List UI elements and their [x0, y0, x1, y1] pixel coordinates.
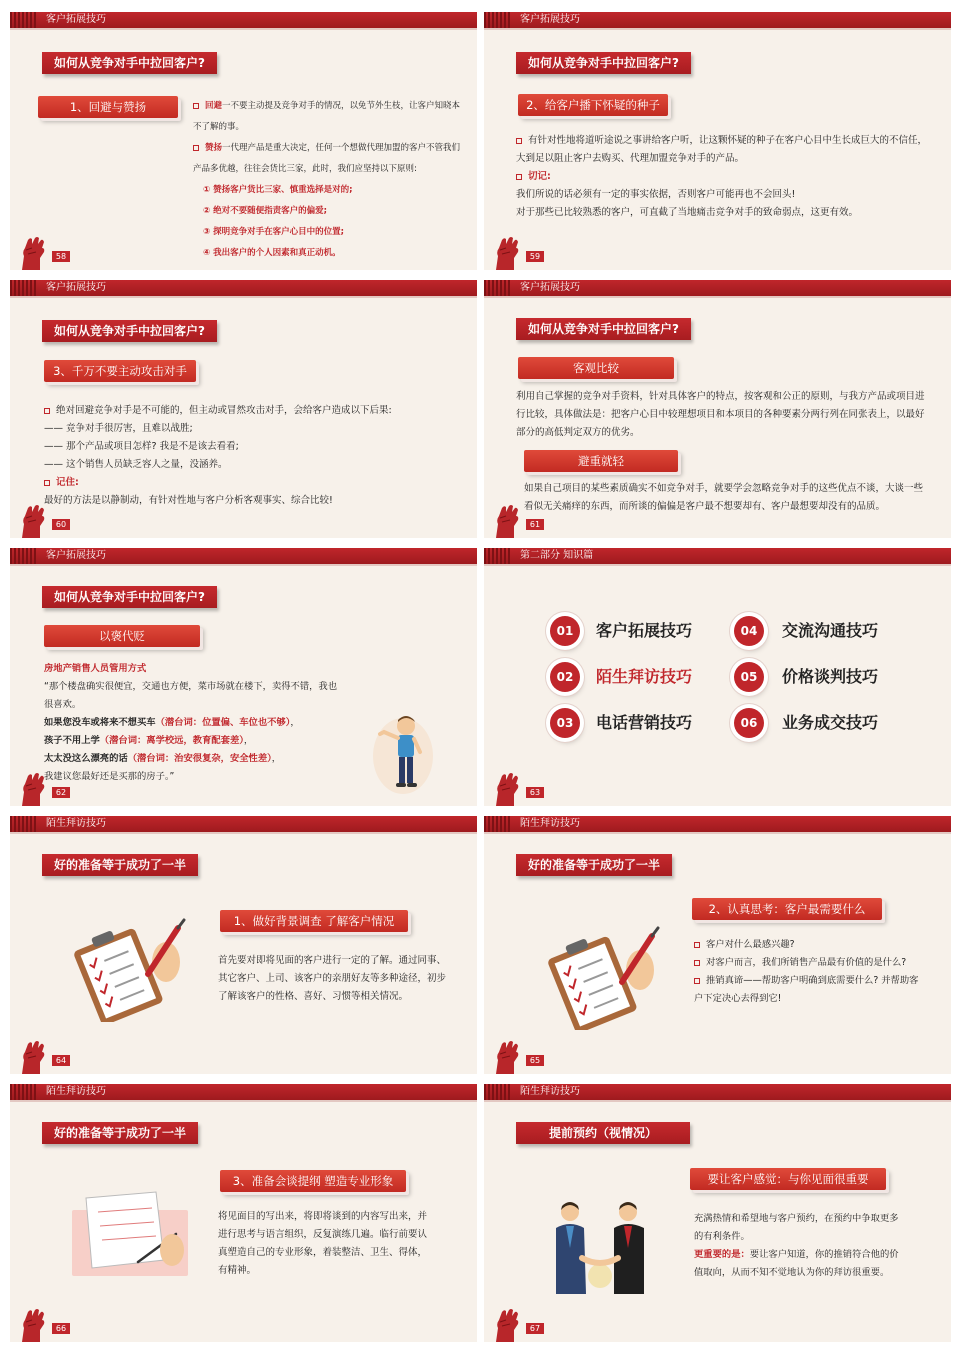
slide-62[interactable] — [10, 548, 477, 806]
topic-pill: 1、做好背景调查 了解客户情况 — [220, 910, 408, 932]
slide-title: 如何从竞争对手中拉回客户? — [42, 52, 217, 74]
slide-title: 好的准备等于成功了一半 — [42, 1122, 198, 1144]
slide-65[interactable] — [484, 816, 951, 1074]
section-label: 客户拓展技巧 — [520, 14, 580, 25]
toc-number-02: 02 — [550, 662, 580, 692]
slide-title: 好的准备等于成功了一半 — [516, 854, 672, 876]
header-bar — [484, 280, 951, 296]
section-label: 陌生拜访技巧 — [520, 818, 580, 829]
section-label: 第二部分 知识篇 — [520, 550, 594, 561]
header-bar — [10, 548, 477, 564]
fist-icon — [492, 770, 522, 806]
page-number: 61 — [526, 519, 544, 530]
page-number: 59 — [526, 251, 544, 262]
toc-number-01: 01 — [550, 616, 580, 646]
slide-61[interactable] — [484, 280, 951, 538]
fist-icon — [18, 1306, 48, 1342]
page-number: 62 — [52, 787, 70, 798]
body-text: 充满热情和希望地与客户预约，在预约中争取更多的有利条件。 更重要的是：要让客户知道，你的推销符合他的价值取向，从而不知不觉地认为你的拜访很重要。 — [694, 1213, 899, 1278]
page-number: 60 — [52, 519, 70, 530]
fist-icon — [492, 234, 522, 270]
section-label: 陌生拜访技巧 — [46, 1086, 106, 1097]
topic-pill-1: 客观比较 — [518, 357, 674, 379]
toc-item-06[interactable]: 业务成交技巧 — [782, 713, 879, 732]
toc-item-05[interactable]: 价格谈判技巧 — [782, 667, 879, 686]
header-bar — [10, 1084, 477, 1100]
slide-title: 好的准备等于成功了一半 — [42, 854, 198, 876]
topic-pill: 3、准备会谈提纲 塑造专业形象 — [220, 1170, 406, 1192]
topic-pill: 3、千万不要主动攻击对手 — [44, 360, 196, 382]
toc-item-02[interactable]: 陌生拜访技巧 — [596, 667, 693, 686]
topic-pill: 2、给客户播下怀疑的种子 — [518, 94, 668, 116]
toc-item-03[interactable]: 电话营销技巧 — [596, 713, 693, 732]
slide-60[interactable] — [10, 280, 477, 538]
fist-icon — [18, 234, 48, 270]
clipboard-checklist-illustration — [70, 912, 190, 1022]
slide-66[interactable] — [10, 1084, 477, 1342]
topic-pill: 2、认真思考：客户最需要什么 — [692, 898, 882, 920]
header-bar — [10, 816, 477, 832]
body-text: 房地产销售人员管用方式 “那个楼盘确实很便宜，交通也方便，菜市场就在楼下，卖得不错，我也很喜欢。 如果您没车或将来不想买车（潜台词：位置偏、车位也不够）， 孩子不用上学（潜台词：离学校远，教育配套差）， 太太没这么漂亮的话（潜台词：治安很复杂，安全性差）， 我建议您最好还是买那的房子。” — [44, 663, 338, 782]
fist-icon — [18, 502, 48, 538]
section-label: 客户拓展技巧 — [520, 282, 580, 293]
body-text: 客户对什么最感兴趣? 对客户而言，我们所销售产品最有价值的是什么? 推销真谛——帮助客户明确到底需要什么? 并帮助客户下定决心去得到它! — [694, 939, 919, 1004]
fist-icon — [492, 1306, 522, 1342]
topic-pill: 1、回避与赞扬 — [38, 96, 178, 118]
header-bar — [484, 548, 951, 564]
header-bar — [484, 12, 951, 28]
writing-paper-illustration — [68, 1190, 194, 1282]
fist-icon — [492, 502, 522, 538]
slide-67[interactable] — [484, 1084, 951, 1342]
slide-title: 如何从竞争对手中拉回客户? — [42, 320, 217, 342]
topic-pill: 以褒代贬 — [44, 625, 200, 647]
toc-number-03: 03 — [550, 708, 580, 738]
page-number: 64 — [52, 1055, 70, 1066]
section-label: 陌生拜访技巧 — [520, 1086, 580, 1097]
toc-item-01[interactable]: 客户拓展技巧 — [596, 621, 693, 640]
slide-63[interactable] — [484, 548, 951, 806]
body-text: 绝对回避竞争对手是不可能的，但主动或冒然攻击对手，会给客户造成以下后果: —— 竞争对手很厉害，且难以战胜; —— 那个产品或项目怎样? 我是不是该去看看; —— 这个销售人员缺乏容人之量，没涵养。 记住: 最好的方法是以静制动，有针对性地与客户分析客观事实、综合比较! — [44, 405, 392, 506]
section-label: 客户拓展技巧 — [46, 550, 106, 561]
body-text: 有针对性地将道听途说之事讲给客户听，让这颗怀疑的种子在客户心目中生长成巨大的不信任，大到足以阻止客户去购买、代理加盟竞争对手的产品。 切记: 我们所说的话必须有一定的事实依据，否则客户可能再也不会回头! 对于那些已比较熟悉的客户，可直截了当地痛击竞争对手的致命弱点，这更有效。 — [516, 135, 928, 218]
toc-item-04[interactable]: 交流沟通技巧 — [782, 621, 879, 640]
fist-icon — [492, 1038, 522, 1074]
toc-number-05: 05 — [734, 662, 764, 692]
page-number: 67 — [526, 1323, 544, 1334]
slide-title: 如何从竞争对手中拉回客户? — [516, 52, 691, 74]
section-label: 客户拓展技巧 — [46, 282, 106, 293]
header-bar — [484, 1084, 951, 1100]
body-text-2: 如果自己项目的某些素质确实不如竞争对手，就要学会忽略竞争对手的这些优点不谈，大谈一些看似无关痛痒的东西，而所谈的偏偏是客户最不想要却有、客户最想要却没有的品质。 — [524, 483, 924, 512]
page-number: 65 — [526, 1055, 544, 1066]
header-bar — [10, 280, 477, 296]
slide-59[interactable] — [484, 12, 951, 270]
section-label: 客户拓展技巧 — [46, 14, 106, 25]
page-number: 63 — [526, 787, 544, 798]
body-text: 回避一不要主动提及竞争对手的情况，以免节外生枝，让客户知晓本不了解的事。 赞扬一代理产品是重大决定，任何一个想做代理加盟的客户不管我们产品多优越，往往会货比三家，此时，我们应坚持以下原则: ① 赞扬客户货比三家、慎重选择是对的; ② 绝对不要随便指责客户的偏爱; ③ 探明竞争对手在客户心目中的位置; ④ 我出客户的个人因素和真正动机。 — [193, 101, 461, 258]
fist-icon — [18, 770, 48, 806]
clipboard-checklist-illustration — [544, 920, 664, 1030]
page-number: 58 — [52, 251, 70, 262]
page-number: 66 — [52, 1323, 70, 1334]
toc-number-06: 06 — [734, 708, 764, 738]
slide-title: 提前预约（视情况） — [516, 1122, 690, 1144]
slide-title: 如何从竞争对手中拉回客户? — [516, 318, 691, 340]
header-bar — [10, 12, 477, 28]
topic-pill-2: 避重就轻 — [524, 450, 678, 472]
handshake-illustration — [548, 1198, 652, 1296]
body-text-1: 利用自己掌握的竞争对手资料，针对具体客户的特点，按客观和公正的原则，与我方产品或项目进行比较，具体做法是：把客户心目中较理想项目和本项目的各种要素分两行列在同张表上，以最好部分的高低判定双方的优劣。 — [516, 391, 925, 438]
body-text: 首先要对即将见面的客户进行一定的了解。通过同事、其它客户、上司、该客户的亲朋好友等多种途径，初步了解该客户的性格、喜好、习惯等相关情况。 — [218, 955, 447, 1002]
header-bar — [484, 816, 951, 832]
toc-number-04: 04 — [734, 616, 764, 646]
slide-64[interactable] — [10, 816, 477, 1074]
presenter-illustration — [368, 712, 438, 796]
section-label: 陌生拜访技巧 — [46, 818, 106, 829]
slide-58[interactable] — [10, 12, 477, 270]
body-text: 将见面目的写出来，将即将谈到的内容写出来，并进行思考与语言组织，反复演练几遍。临行前要认真塑造自己的专业形象，着装整洁、卫生、得体，有精神。 — [218, 1211, 428, 1276]
fist-icon — [18, 1038, 48, 1074]
topic-pill: 要让客户感觉：与你见面很重要 — [690, 1168, 886, 1190]
slide-title: 如何从竞争对手中拉回客户? — [42, 586, 217, 608]
